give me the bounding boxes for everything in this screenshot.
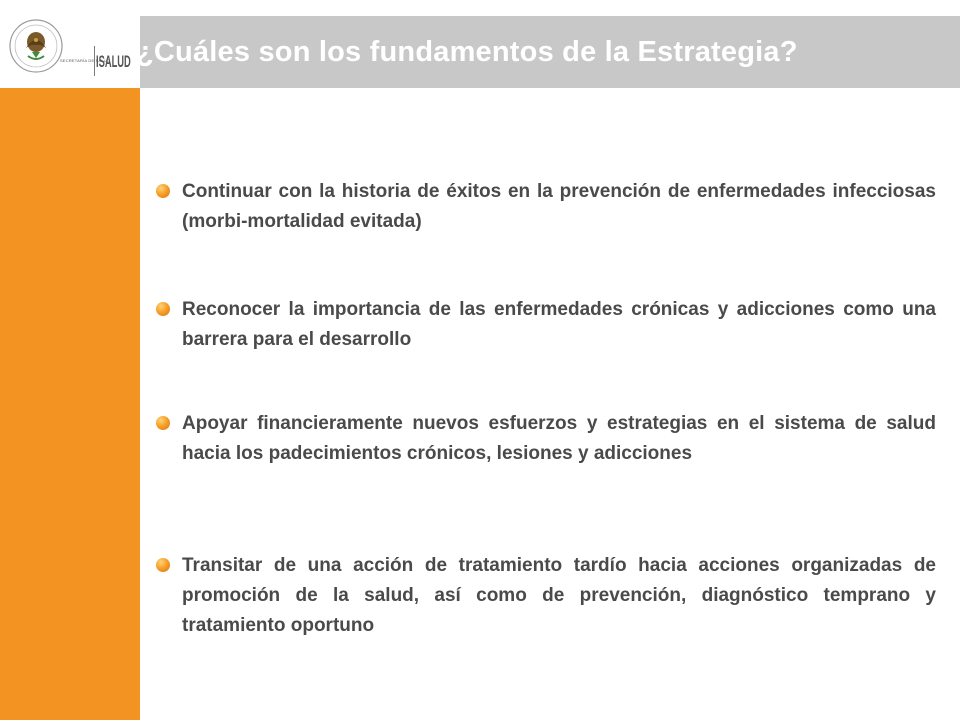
page-title: ¿Cuáles son los fundamentos de la Estrategia? [136,36,798,68]
bullet-icon [156,558,170,572]
bullet-text: Reconocer la importancia de las enfermedades crónicas y adicciones como una barrera para el desarrollo [182,299,936,350]
bullet-icon [156,416,170,430]
bullet-text: Continuar con la historia de éxitos en la prevención de enfermedades infecciosas (morbi-mortalidad evitada) [182,181,936,232]
orange-sidebar [0,0,140,720]
bullet-text: Transitar de una acción de tratamiento tardío hacia acciones organizadas de promoción de la salud, así como de prevención, diagnóstico temprano y tratamiento oportuno [182,555,936,636]
bullet-icon [156,302,170,316]
logo-brand: ISALUD [96,52,131,71]
logo-area [0,0,140,88]
bullet-icon [156,184,170,198]
bullet-text: Apoyar financieramente nuevos esfuerzos y estrategias en el sistema de salud hacia los padecimientos crónicos, lesiones y adicciones [182,413,936,464]
logo-department: SECRETARÍA DE SALUD [60,58,110,63]
coat-of-arms-icon [8,18,64,74]
